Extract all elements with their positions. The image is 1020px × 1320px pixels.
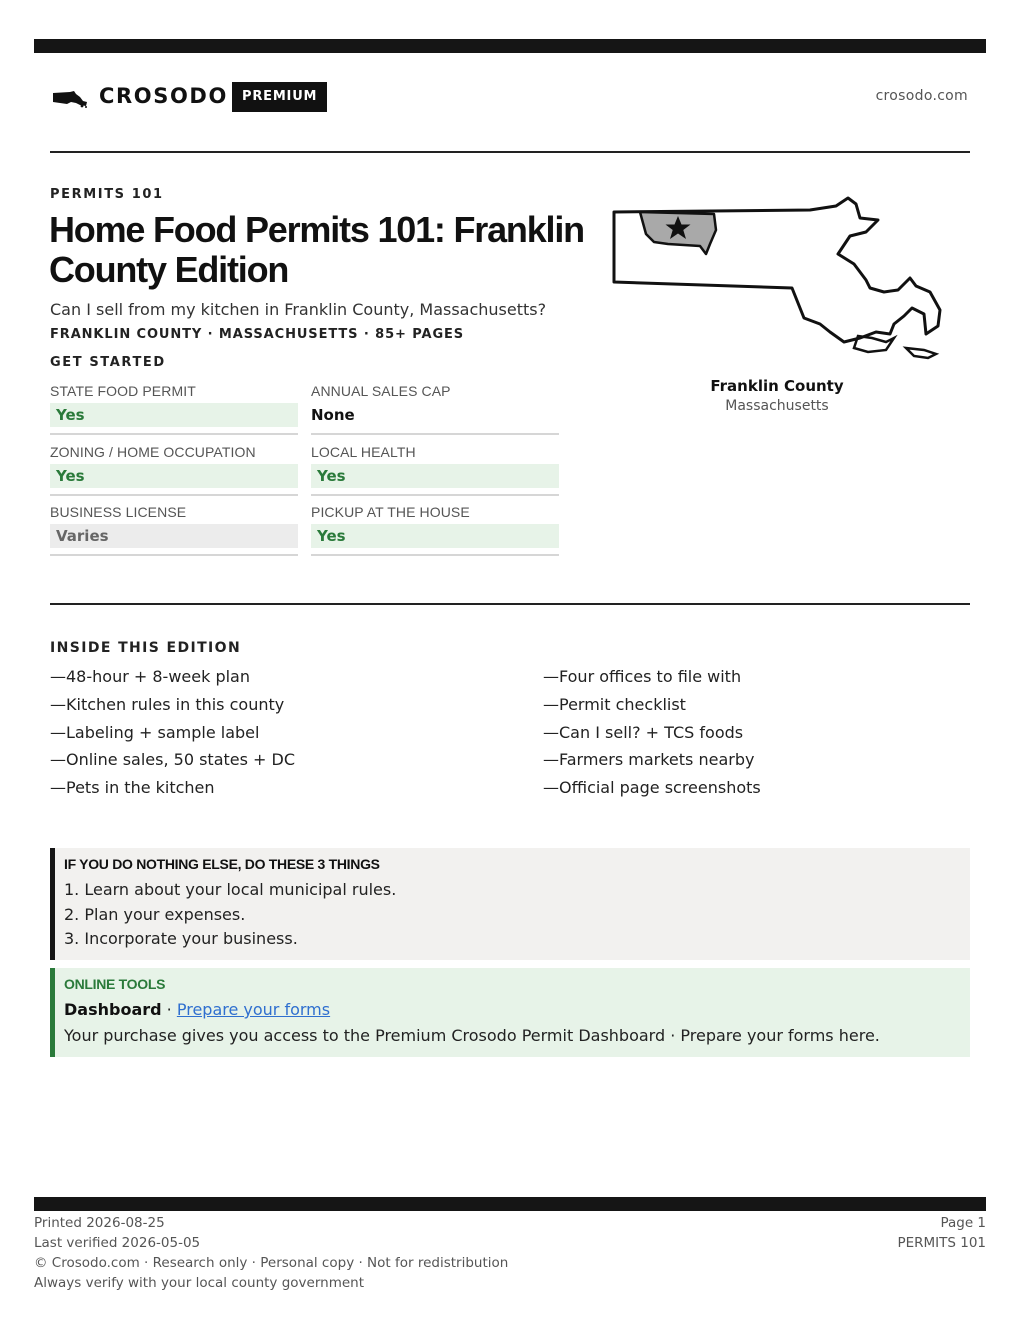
state-map <box>610 192 946 368</box>
separator: · <box>161 1000 177 1019</box>
toc-item: —Labeling + sample label <box>50 722 260 742</box>
action-item: 1. Learn about your local municipal rules. <box>64 880 397 899</box>
footer-right <box>897 1213 986 1253</box>
verified-date: Last verified 2026-05-05 <box>34 1235 201 1251</box>
toc-item: —Farmers markets nearby <box>543 750 755 770</box>
prepare-forms-link[interactable]: Prepare your forms <box>176 1000 331 1019</box>
stat-business-license <box>50 504 298 556</box>
stat-local-health <box>311 444 559 496</box>
stat-zoning <box>50 444 298 496</box>
toc-item: —Online sales, 50 states + DC <box>50 750 296 770</box>
stat-label: STATE FOOD PERMIT <box>50 383 196 399</box>
stat-value: Yes <box>50 403 298 427</box>
premium-badge: PREMIUM <box>232 82 327 112</box>
stat-label: ZONING / HOME OCCUPATION <box>50 444 256 460</box>
site-url[interactable]: crosodo.com <box>875 88 968 104</box>
toc-item: —Pets in the kitchen <box>50 778 215 798</box>
online-tools-callout <box>50 968 970 1057</box>
get-started-heading: GET STARTED <box>50 355 166 370</box>
online-tools-title: ONLINE TOOLS <box>64 976 166 992</box>
map-county-name: Franklin County <box>710 377 844 395</box>
map-state-name: Massachusetts <box>725 398 829 414</box>
section-kicker: PERMITS 101 <box>50 187 164 202</box>
printed-date: Printed 2026-08-25 <box>34 1215 165 1231</box>
stat-value: Yes <box>311 524 559 548</box>
stat-value: Varies <box>50 524 298 548</box>
action-callout-title: IF YOU DO NOTHING ELSE, DO THESE 3 THINGS <box>64 856 380 872</box>
stat-value: Yes <box>311 464 559 488</box>
action-list <box>64 878 970 952</box>
toc-left-column <box>50 666 295 805</box>
top-bar <box>34 39 986 53</box>
toc-right-column <box>543 666 761 805</box>
stat-state-food-permit <box>50 383 298 435</box>
toc-item: —Can I sell? + TCS foods <box>543 722 744 742</box>
edition-meta: FRANKLIN COUNTY · MASSACHUSETTS · 85+ PAGES <box>50 327 465 342</box>
copyright-notice: © Crosodo.com · Research only · Personal copy · Not for redistribution <box>34 1255 509 1271</box>
footer-section: PERMITS 101 <box>897 1235 986 1251</box>
page-number: Page 1 <box>940 1215 986 1231</box>
stat-pickup-at-house <box>311 504 559 556</box>
toc-item: —Four offices to file with <box>543 667 742 686</box>
header-divider <box>50 151 970 153</box>
stat-label: LOCAL HEALTH <box>311 444 416 460</box>
inside-edition-heading: INSIDE THIS EDITION <box>50 640 242 656</box>
stat-value: Yes <box>50 464 298 488</box>
dashboard-label: Dashboard <box>64 1000 162 1019</box>
header <box>50 82 970 112</box>
section-divider <box>50 603 970 605</box>
stat-label: BUSINESS LICENSE <box>50 504 187 520</box>
tools-description: Your purchase gives you access to the Premium Crosodo Permit Dashboard · Prepare your forms here. <box>64 1026 880 1045</box>
footer-left <box>34 1213 508 1293</box>
disclaimer: Always verify with your local county government <box>34 1275 364 1291</box>
stat-label: ANNUAL SALES CAP <box>311 383 451 399</box>
page-subtitle: Can I sell from my kitchen in Franklin County, Massachusetts? <box>50 300 547 319</box>
page-title: Home Food Permits 101: Franklin County Edition <box>49 209 584 290</box>
toc-item: —Permit checklist <box>543 694 686 714</box>
action-item: 3. Incorporate your business. <box>64 929 298 948</box>
massachusetts-state-icon <box>52 86 90 108</box>
stat-annual-sales-cap <box>311 383 559 435</box>
stat-value: None <box>311 406 355 424</box>
brand-name: CROSODO <box>99 84 228 108</box>
tools-dashboard-line <box>64 998 970 1024</box>
bottom-bar <box>34 1197 986 1211</box>
toc-item: —Official page screenshots <box>543 778 761 798</box>
action-callout <box>50 848 970 960</box>
action-item: 2. Plan your expenses. <box>64 904 246 924</box>
toc-item: —Kitchen rules in this county <box>50 694 285 714</box>
stat-label: PICKUP AT THE HOUSE <box>311 504 470 520</box>
toc-item: —48-hour + 8-week plan <box>50 667 250 686</box>
